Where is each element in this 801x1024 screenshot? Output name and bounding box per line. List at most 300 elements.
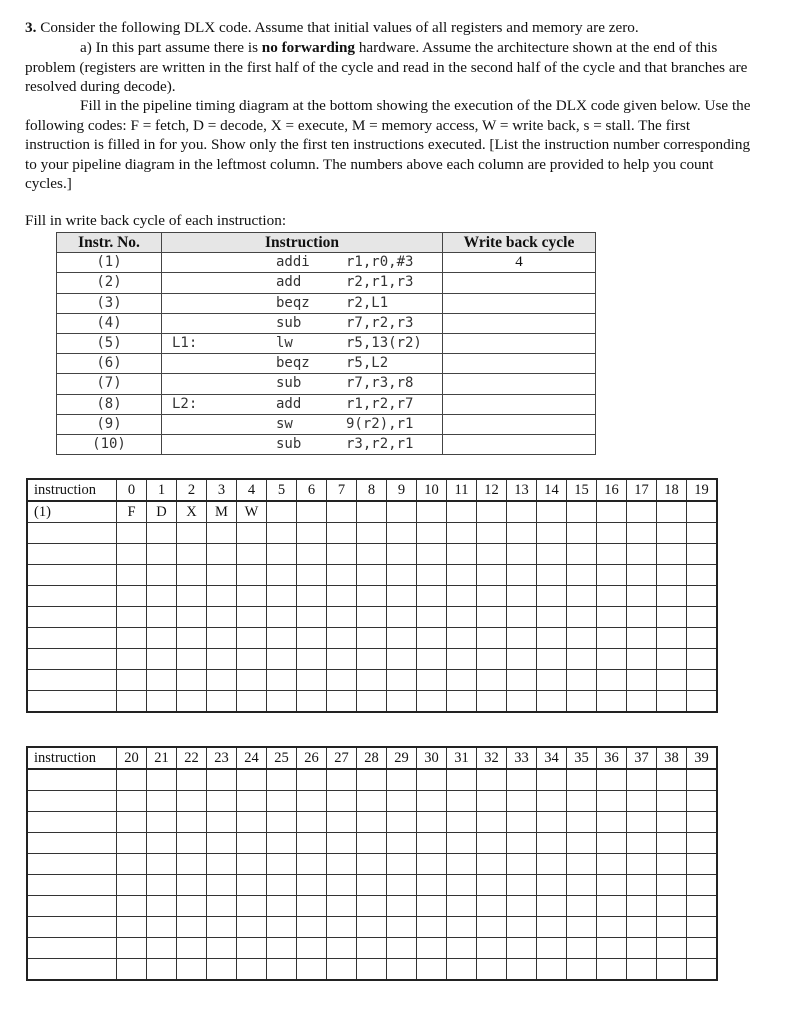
pipeline-stage-cell[interactable] xyxy=(417,812,447,833)
pipeline-stage-cell[interactable] xyxy=(117,691,147,713)
pipeline-stage-cell[interactable] xyxy=(267,586,297,607)
pipeline-stage-cell[interactable] xyxy=(597,501,627,523)
pipeline-stage-cell[interactable] xyxy=(447,691,477,713)
pipeline-stage-cell[interactable] xyxy=(507,501,537,523)
pipeline-stage-cell[interactable] xyxy=(417,769,447,791)
pipeline-stage-cell[interactable] xyxy=(237,917,267,938)
pipeline-instr-cell[interactable]: (1) xyxy=(27,501,117,523)
pipeline-stage-cell[interactable] xyxy=(117,854,147,875)
pipeline-stage-cell[interactable] xyxy=(267,628,297,649)
pipeline-stage-cell[interactable] xyxy=(267,523,297,544)
pipeline-stage-cell[interactable] xyxy=(117,791,147,812)
pipeline-stage-cell[interactable] xyxy=(567,854,597,875)
pipeline-stage-cell[interactable] xyxy=(207,833,237,854)
pipeline-stage-cell[interactable] xyxy=(417,691,447,713)
pipeline-stage-cell[interactable] xyxy=(417,544,447,565)
pipeline-stage-cell[interactable] xyxy=(267,833,297,854)
pipeline-instr-cell[interactable] xyxy=(27,812,117,833)
pipeline-stage-cell[interactable] xyxy=(357,501,387,523)
pipeline-stage-cell[interactable] xyxy=(267,938,297,959)
pipeline-stage-cell[interactable] xyxy=(237,769,267,791)
pipeline-stage-cell[interactable] xyxy=(177,833,207,854)
pipeline-stage-cell[interactable] xyxy=(657,691,687,713)
pipeline-stage-cell[interactable] xyxy=(627,833,657,854)
pipeline-stage-cell[interactable] xyxy=(267,565,297,586)
pipeline-stage-cell[interactable] xyxy=(237,896,267,917)
pipeline-stage-cell[interactable] xyxy=(297,565,327,586)
pipeline-stage-cell[interactable] xyxy=(687,607,718,628)
pipeline-stage-cell[interactable] xyxy=(297,607,327,628)
pipeline-stage-cell[interactable] xyxy=(537,769,567,791)
pipeline-stage-cell[interactable] xyxy=(417,833,447,854)
pipeline-stage-cell[interactable] xyxy=(567,501,597,523)
pipeline-stage-cell[interactable] xyxy=(507,586,537,607)
pipeline-stage-cell[interactable] xyxy=(297,917,327,938)
pipeline-stage-cell[interactable] xyxy=(477,523,507,544)
pipeline-stage-cell[interactable] xyxy=(207,649,237,670)
pipeline-stage-cell[interactable] xyxy=(207,628,237,649)
pipeline-stage-cell[interactable] xyxy=(687,649,718,670)
pipeline-stage-cell[interactable] xyxy=(567,586,597,607)
pipeline-stage-cell[interactable] xyxy=(357,917,387,938)
pipeline-instr-cell[interactable] xyxy=(27,523,117,544)
pipeline-stage-cell[interactable] xyxy=(627,917,657,938)
writeback-cycle-cell[interactable]: 4 xyxy=(443,253,596,273)
pipeline-stage-cell[interactable] xyxy=(327,917,357,938)
pipeline-stage-cell[interactable] xyxy=(537,628,567,649)
pipeline-stage-cell[interactable] xyxy=(297,959,327,981)
pipeline-stage-cell[interactable] xyxy=(537,670,567,691)
pipeline-stage-cell[interactable] xyxy=(117,938,147,959)
pipeline-stage-cell[interactable] xyxy=(237,959,267,981)
pipeline-stage-cell[interactable] xyxy=(387,628,417,649)
pipeline-stage-cell[interactable] xyxy=(267,607,297,628)
pipeline-stage-cell[interactable] xyxy=(357,959,387,981)
pipeline-stage-cell[interactable] xyxy=(507,833,537,854)
pipeline-stage-cell[interactable] xyxy=(237,523,267,544)
pipeline-stage-cell[interactable] xyxy=(117,917,147,938)
pipeline-stage-cell[interactable] xyxy=(687,565,718,586)
pipeline-stage-cell[interactable] xyxy=(207,670,237,691)
pipeline-stage-cell[interactable] xyxy=(657,812,687,833)
pipeline-stage-cell[interactable] xyxy=(207,565,237,586)
pipeline-stage-cell[interactable] xyxy=(597,938,627,959)
pipeline-stage-cell[interactable] xyxy=(447,917,477,938)
pipeline-instr-cell[interactable] xyxy=(27,917,117,938)
writeback-cycle-cell[interactable] xyxy=(443,354,596,374)
pipeline-instr-cell[interactable] xyxy=(27,691,117,713)
pipeline-stage-cell[interactable] xyxy=(297,523,327,544)
pipeline-stage-cell[interactable] xyxy=(447,833,477,854)
pipeline-stage-cell[interactable] xyxy=(657,649,687,670)
pipeline-stage-cell[interactable] xyxy=(387,607,417,628)
pipeline-stage-cell[interactable] xyxy=(417,670,447,691)
pipeline-stage-cell[interactable] xyxy=(387,691,417,713)
pipeline-stage-cell[interactable] xyxy=(117,586,147,607)
pipeline-stage-cell[interactable] xyxy=(357,769,387,791)
pipeline-stage-cell[interactable] xyxy=(537,938,567,959)
pipeline-stage-cell[interactable] xyxy=(357,607,387,628)
pipeline-stage-cell[interactable] xyxy=(207,812,237,833)
pipeline-stage-cell[interactable] xyxy=(387,544,417,565)
pipeline-stage-cell[interactable] xyxy=(387,875,417,896)
writeback-cycle-cell[interactable] xyxy=(443,273,596,293)
pipeline-stage-cell[interactable] xyxy=(687,791,718,812)
pipeline-stage-cell[interactable] xyxy=(117,833,147,854)
pipeline-stage-cell[interactable] xyxy=(387,896,417,917)
pipeline-stage-cell[interactable] xyxy=(627,544,657,565)
pipeline-stage-cell[interactable] xyxy=(147,854,177,875)
pipeline-stage-cell[interactable] xyxy=(387,670,417,691)
pipeline-stage-cell[interactable] xyxy=(477,670,507,691)
pipeline-stage-cell[interactable] xyxy=(537,812,567,833)
pipeline-stage-cell[interactable] xyxy=(177,769,207,791)
pipeline-stage-cell[interactable] xyxy=(567,607,597,628)
pipeline-stage-cell[interactable] xyxy=(537,917,567,938)
pipeline-stage-cell[interactable] xyxy=(567,670,597,691)
pipeline-stage-cell[interactable] xyxy=(207,544,237,565)
pipeline-stage-cell[interactable] xyxy=(357,544,387,565)
pipeline-stage-cell[interactable] xyxy=(297,833,327,854)
pipeline-stage-cell[interactable] xyxy=(147,875,177,896)
pipeline-stage-cell[interactable] xyxy=(447,959,477,981)
pipeline-stage-cell[interactable] xyxy=(417,896,447,917)
pipeline-stage-cell[interactable] xyxy=(207,959,237,981)
pipeline-stage-cell[interactable] xyxy=(237,670,267,691)
pipeline-stage-cell[interactable] xyxy=(297,544,327,565)
pipeline-stage-cell[interactable] xyxy=(597,896,627,917)
pipeline-stage-cell[interactable] xyxy=(297,875,327,896)
pipeline-stage-cell[interactable] xyxy=(357,938,387,959)
pipeline-stage-cell[interactable] xyxy=(657,586,687,607)
pipeline-stage-cell[interactable] xyxy=(507,649,537,670)
pipeline-stage-cell[interactable] xyxy=(147,586,177,607)
pipeline-stage-cell[interactable] xyxy=(327,812,357,833)
pipeline-stage-cell[interactable] xyxy=(507,854,537,875)
pipeline-stage-cell[interactable] xyxy=(537,649,567,670)
pipeline-stage-cell[interactable] xyxy=(327,544,357,565)
writeback-cycle-cell[interactable] xyxy=(443,434,596,454)
pipeline-stage-cell[interactable] xyxy=(657,875,687,896)
pipeline-stage-cell[interactable] xyxy=(627,854,657,875)
pipeline-stage-cell[interactable] xyxy=(477,691,507,713)
pipeline-stage-cell[interactable] xyxy=(237,607,267,628)
pipeline-instr-cell[interactable] xyxy=(27,769,117,791)
pipeline-stage-cell[interactable] xyxy=(657,607,687,628)
pipeline-stage-cell[interactable] xyxy=(237,691,267,713)
pipeline-stage-cell[interactable] xyxy=(657,501,687,523)
pipeline-stage-cell[interactable] xyxy=(117,544,147,565)
pipeline-stage-cell[interactable] xyxy=(687,875,718,896)
pipeline-stage-cell[interactable] xyxy=(447,791,477,812)
pipeline-stage-cell[interactable] xyxy=(387,833,417,854)
pipeline-stage-cell[interactable] xyxy=(177,875,207,896)
pipeline-stage-cell[interactable]: M xyxy=(207,501,237,523)
pipeline-stage-cell[interactable] xyxy=(447,586,477,607)
pipeline-stage-cell[interactable] xyxy=(387,523,417,544)
pipeline-stage-cell[interactable] xyxy=(507,523,537,544)
pipeline-stage-cell[interactable] xyxy=(147,812,177,833)
pipeline-stage-cell[interactable] xyxy=(207,607,237,628)
pipeline-stage-cell[interactable] xyxy=(117,769,147,791)
pipeline-stage-cell[interactable] xyxy=(147,791,177,812)
pipeline-stage-cell[interactable] xyxy=(387,649,417,670)
pipeline-stage-cell[interactable] xyxy=(267,854,297,875)
pipeline-stage-cell[interactable] xyxy=(687,670,718,691)
pipeline-stage-cell[interactable] xyxy=(627,896,657,917)
pipeline-instr-cell[interactable] xyxy=(27,565,117,586)
pipeline-stage-cell[interactable] xyxy=(567,833,597,854)
pipeline-stage-cell[interactable] xyxy=(507,691,537,713)
pipeline-stage-cell[interactable] xyxy=(387,917,417,938)
pipeline-stage-cell[interactable] xyxy=(507,938,537,959)
pipeline-stage-cell[interactable] xyxy=(447,544,477,565)
pipeline-stage-cell[interactable] xyxy=(537,607,567,628)
pipeline-stage-cell[interactable] xyxy=(447,523,477,544)
pipeline-stage-cell[interactable] xyxy=(297,586,327,607)
writeback-cycle-cell[interactable] xyxy=(443,394,596,414)
pipeline-instr-cell[interactable] xyxy=(27,938,117,959)
pipeline-stage-cell[interactable] xyxy=(327,854,357,875)
pipeline-stage-cell[interactable] xyxy=(177,670,207,691)
pipeline-stage-cell[interactable] xyxy=(327,938,357,959)
pipeline-stage-cell[interactable] xyxy=(417,875,447,896)
pipeline-stage-cell[interactable] xyxy=(177,565,207,586)
pipeline-stage-cell[interactable] xyxy=(627,523,657,544)
pipeline-stage-cell[interactable] xyxy=(207,896,237,917)
pipeline-stage-cell[interactable] xyxy=(537,959,567,981)
pipeline-stage-cell[interactable] xyxy=(477,854,507,875)
pipeline-stage-cell[interactable] xyxy=(177,544,207,565)
pipeline-stage-cell[interactable] xyxy=(147,565,177,586)
pipeline-stage-cell[interactable] xyxy=(477,875,507,896)
pipeline-stage-cell[interactable] xyxy=(597,769,627,791)
pipeline-stage-cell[interactable] xyxy=(177,791,207,812)
pipeline-stage-cell[interactable] xyxy=(447,628,477,649)
pipeline-instr-cell[interactable] xyxy=(27,607,117,628)
pipeline-stage-cell[interactable] xyxy=(477,812,507,833)
pipeline-stage-cell[interactable] xyxy=(477,565,507,586)
pipeline-stage-cell[interactable] xyxy=(417,959,447,981)
pipeline-stage-cell[interactable] xyxy=(597,628,627,649)
pipeline-stage-cell[interactable] xyxy=(537,565,567,586)
pipeline-stage-cell[interactable] xyxy=(507,959,537,981)
pipeline-stage-cell[interactable] xyxy=(387,769,417,791)
pipeline-stage-cell[interactable] xyxy=(177,607,207,628)
pipeline-stage-cell[interactable] xyxy=(327,628,357,649)
pipeline-stage-cell[interactable] xyxy=(657,565,687,586)
pipeline-stage-cell[interactable] xyxy=(477,607,507,628)
pipeline-stage-cell[interactable] xyxy=(597,833,627,854)
pipeline-stage-cell[interactable] xyxy=(447,769,477,791)
pipeline-stage-cell[interactable] xyxy=(357,791,387,812)
pipeline-stage-cell[interactable] xyxy=(237,875,267,896)
pipeline-stage-cell[interactable] xyxy=(507,896,537,917)
pipeline-stage-cell[interactable] xyxy=(537,523,567,544)
pipeline-stage-cell[interactable] xyxy=(657,833,687,854)
pipeline-stage-cell[interactable]: F xyxy=(117,501,147,523)
pipeline-stage-cell[interactable] xyxy=(447,854,477,875)
pipeline-stage-cell[interactable] xyxy=(297,501,327,523)
pipeline-stage-cell[interactable] xyxy=(207,523,237,544)
pipeline-stage-cell[interactable] xyxy=(297,628,327,649)
pipeline-stage-cell[interactable] xyxy=(537,691,567,713)
pipeline-stage-cell[interactable] xyxy=(117,896,147,917)
pipeline-stage-cell[interactable] xyxy=(177,917,207,938)
pipeline-stage-cell[interactable] xyxy=(507,812,537,833)
pipeline-stage-cell[interactable] xyxy=(267,959,297,981)
pipeline-instr-cell[interactable] xyxy=(27,959,117,981)
pipeline-stage-cell[interactable] xyxy=(177,649,207,670)
pipeline-stage-cell[interactable] xyxy=(387,586,417,607)
pipeline-stage-cell[interactable] xyxy=(687,501,718,523)
pipeline-stage-cell[interactable] xyxy=(297,670,327,691)
pipeline-stage-cell[interactable] xyxy=(147,917,177,938)
pipeline-stage-cell[interactable] xyxy=(447,501,477,523)
pipeline-stage-cell[interactable] xyxy=(207,938,237,959)
pipeline-stage-cell[interactable] xyxy=(417,501,447,523)
pipeline-stage-cell[interactable] xyxy=(297,649,327,670)
pipeline-stage-cell[interactable] xyxy=(357,565,387,586)
pipeline-stage-cell[interactable] xyxy=(117,670,147,691)
pipeline-stage-cell[interactable] xyxy=(627,501,657,523)
pipeline-stage-cell[interactable] xyxy=(267,691,297,713)
pipeline-stage-cell[interactable] xyxy=(327,670,357,691)
pipeline-stage-cell[interactable] xyxy=(387,812,417,833)
pipeline-stage-cell[interactable] xyxy=(327,875,357,896)
pipeline-stage-cell[interactable] xyxy=(597,791,627,812)
pipeline-stage-cell[interactable] xyxy=(657,854,687,875)
writeback-cycle-cell[interactable] xyxy=(443,333,596,353)
pipeline-stage-cell[interactable] xyxy=(387,565,417,586)
pipeline-stage-cell[interactable] xyxy=(357,586,387,607)
pipeline-stage-cell[interactable] xyxy=(267,896,297,917)
pipeline-stage-cell[interactable] xyxy=(117,649,147,670)
pipeline-stage-cell[interactable] xyxy=(417,854,447,875)
pipeline-stage-cell[interactable] xyxy=(177,586,207,607)
pipeline-stage-cell[interactable] xyxy=(207,854,237,875)
pipeline-stage-cell[interactable] xyxy=(147,769,177,791)
pipeline-stage-cell[interactable] xyxy=(627,670,657,691)
pipeline-stage-cell[interactable] xyxy=(657,791,687,812)
pipeline-stage-cell[interactable] xyxy=(537,896,567,917)
pipeline-stage-cell[interactable] xyxy=(597,649,627,670)
pipeline-stage-cell[interactable] xyxy=(207,691,237,713)
pipeline-stage-cell[interactable] xyxy=(687,769,718,791)
pipeline-stage-cell[interactable] xyxy=(177,854,207,875)
pipeline-stage-cell[interactable] xyxy=(687,812,718,833)
pipeline-stage-cell[interactable] xyxy=(327,501,357,523)
pipeline-stage-cell[interactable] xyxy=(477,917,507,938)
pipeline-stage-cell[interactable] xyxy=(327,959,357,981)
pipeline-instr-cell[interactable] xyxy=(27,833,117,854)
pipeline-stage-cell[interactable] xyxy=(417,607,447,628)
pipeline-stage-cell[interactable] xyxy=(597,812,627,833)
pipeline-stage-cell[interactable] xyxy=(597,917,627,938)
pipeline-stage-cell[interactable] xyxy=(237,812,267,833)
pipeline-stage-cell[interactable] xyxy=(447,649,477,670)
pipeline-stage-cell[interactable] xyxy=(117,812,147,833)
pipeline-stage-cell[interactable] xyxy=(327,523,357,544)
pipeline-stage-cell[interactable] xyxy=(477,544,507,565)
pipeline-stage-cell[interactable] xyxy=(177,896,207,917)
pipeline-stage-cell[interactable] xyxy=(507,769,537,791)
pipeline-stage-cell[interactable] xyxy=(327,565,357,586)
pipeline-stage-cell[interactable] xyxy=(147,691,177,713)
pipeline-stage-cell[interactable] xyxy=(297,769,327,791)
pipeline-stage-cell[interactable] xyxy=(117,565,147,586)
pipeline-stage-cell[interactable] xyxy=(627,938,657,959)
pipeline-stage-cell[interactable] xyxy=(237,854,267,875)
pipeline-stage-cell[interactable] xyxy=(567,523,597,544)
pipeline-stage-cell[interactable] xyxy=(627,769,657,791)
pipeline-stage-cell[interactable] xyxy=(597,670,627,691)
pipeline-stage-cell[interactable] xyxy=(327,649,357,670)
pipeline-stage-cell[interactable] xyxy=(297,938,327,959)
pipeline-stage-cell[interactable] xyxy=(357,833,387,854)
pipeline-stage-cell[interactable] xyxy=(327,833,357,854)
pipeline-stage-cell[interactable] xyxy=(477,769,507,791)
pipeline-stage-cell[interactable] xyxy=(537,791,567,812)
pipeline-stage-cell[interactable] xyxy=(147,670,177,691)
pipeline-stage-cell[interactable] xyxy=(627,959,657,981)
pipeline-stage-cell[interactable] xyxy=(597,854,627,875)
pipeline-stage-cell[interactable] xyxy=(387,938,417,959)
pipeline-stage-cell[interactable] xyxy=(597,691,627,713)
pipeline-stage-cell[interactable] xyxy=(147,649,177,670)
pipeline-stage-cell[interactable] xyxy=(327,896,357,917)
pipeline-stage-cell[interactable] xyxy=(177,691,207,713)
pipeline-stage-cell[interactable] xyxy=(237,565,267,586)
pipeline-stage-cell[interactable] xyxy=(297,691,327,713)
writeback-cycle-cell[interactable] xyxy=(443,293,596,313)
pipeline-stage-cell[interactable]: W xyxy=(237,501,267,523)
pipeline-stage-cell[interactable] xyxy=(657,523,687,544)
pipeline-stage-cell[interactable] xyxy=(357,649,387,670)
pipeline-stage-cell[interactable] xyxy=(447,565,477,586)
pipeline-stage-cell[interactable] xyxy=(327,691,357,713)
pipeline-stage-cell[interactable] xyxy=(537,544,567,565)
pipeline-stage-cell[interactable] xyxy=(567,896,597,917)
pipeline-stage-cell[interactable] xyxy=(327,607,357,628)
pipeline-stage-cell[interactable] xyxy=(657,769,687,791)
pipeline-stage-cell[interactable] xyxy=(567,875,597,896)
pipeline-stage-cell[interactable] xyxy=(417,917,447,938)
pipeline-stage-cell[interactable] xyxy=(357,523,387,544)
pipeline-stage-cell[interactable] xyxy=(147,938,177,959)
pipeline-stage-cell[interactable] xyxy=(627,607,657,628)
pipeline-instr-cell[interactable] xyxy=(27,896,117,917)
pipeline-stage-cell[interactable] xyxy=(567,917,597,938)
pipeline-stage-cell[interactable] xyxy=(297,812,327,833)
pipeline-instr-cell[interactable] xyxy=(27,628,117,649)
pipeline-stage-cell[interactable] xyxy=(387,854,417,875)
pipeline-stage-cell[interactable] xyxy=(417,523,447,544)
pipeline-stage-cell[interactable] xyxy=(687,691,718,713)
pipeline-stage-cell[interactable] xyxy=(657,670,687,691)
pipeline-stage-cell[interactable] xyxy=(417,586,447,607)
pipeline-stage-cell[interactable] xyxy=(657,917,687,938)
pipeline-stage-cell[interactable] xyxy=(357,628,387,649)
pipeline-stage-cell[interactable] xyxy=(537,854,567,875)
pipeline-stage-cell[interactable] xyxy=(237,586,267,607)
pipeline-stage-cell[interactable] xyxy=(597,959,627,981)
pipeline-stage-cell[interactable] xyxy=(477,833,507,854)
pipeline-stage-cell[interactable] xyxy=(327,586,357,607)
pipeline-stage-cell[interactable] xyxy=(177,938,207,959)
pipeline-stage-cell[interactable] xyxy=(687,586,718,607)
pipeline-stage-cell[interactable] xyxy=(507,544,537,565)
